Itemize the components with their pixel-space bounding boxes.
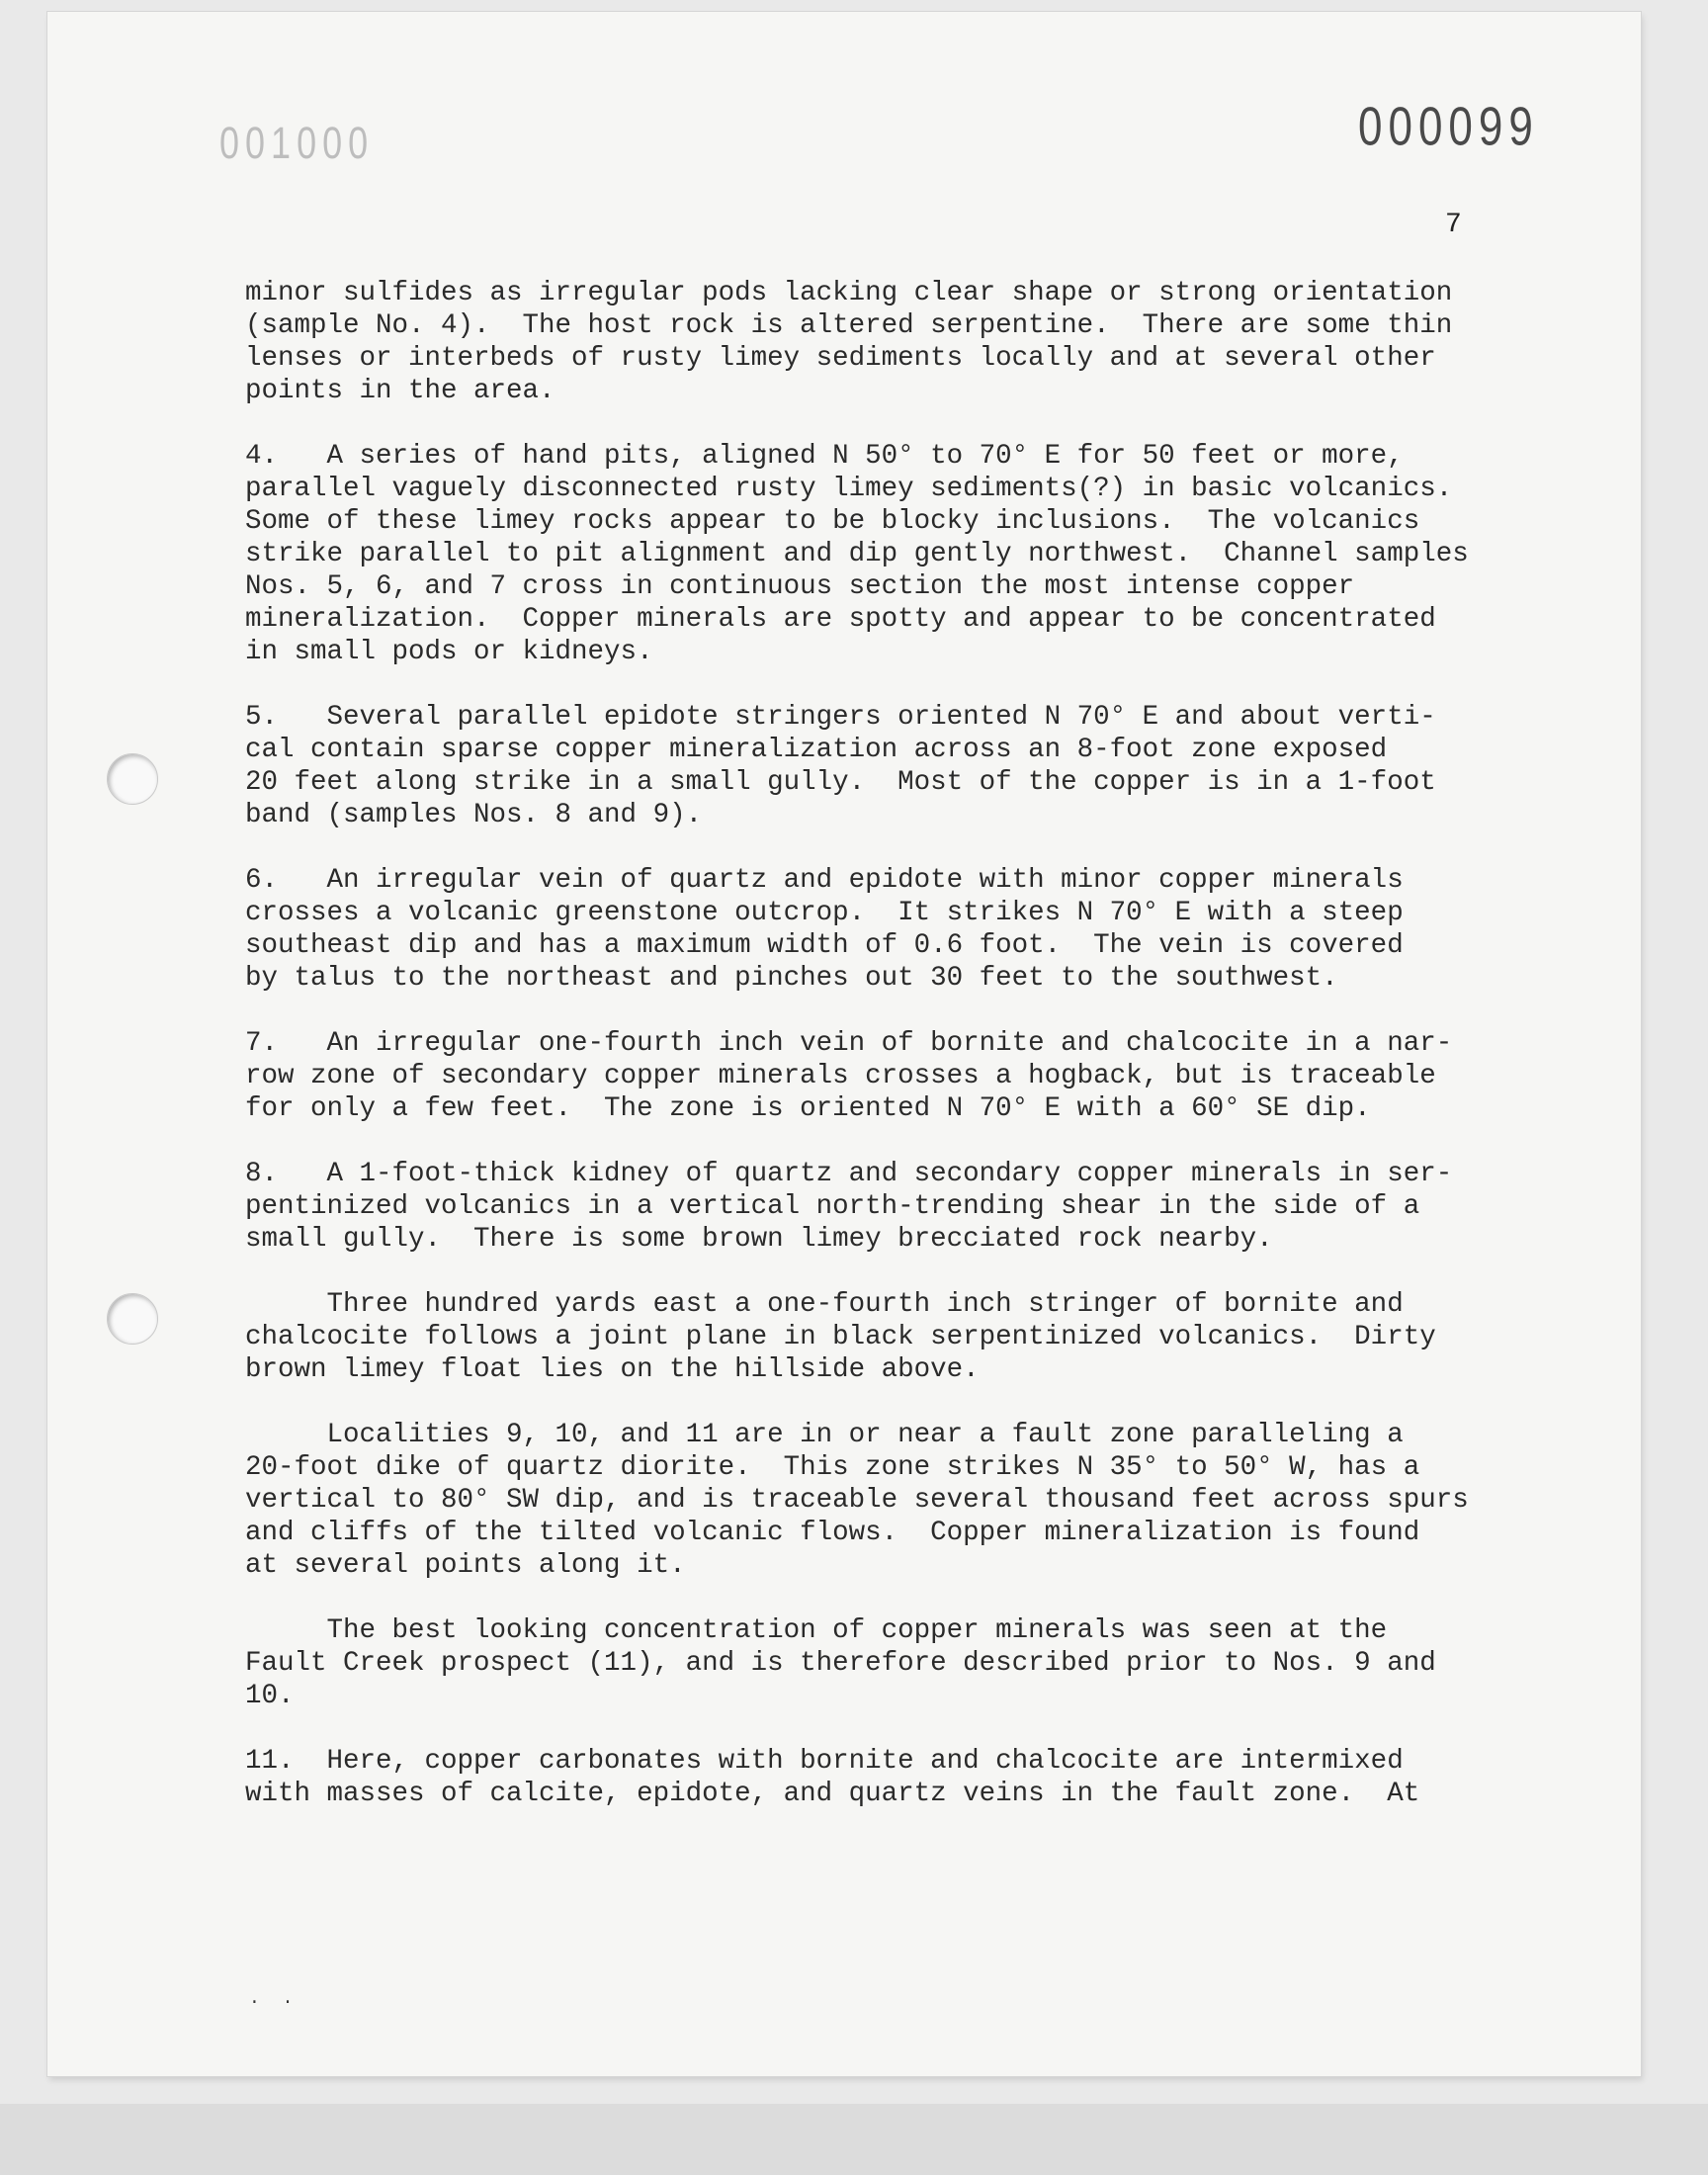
paragraph: minor sulfides as irregular pods lacking clear shape or strong orientation (sample No. 4). The host rock is altered serpentine. There are some thin lenses or interbeds of rusty limey sediments locally and at several other points in the area. [245,278,1453,406]
paragraph: 8. A 1-foot-thick kidney of quartz and secondary copper minerals in ser- pentinized volcanics in a vertical north-trending shear in the side of a small gully. There is some brown limey brecciated rock nearby. [245,1159,1453,1255]
paragraph: 6. An irregular vein of quartz and epidote with minor copper minerals crosses a volcanic greenstone outcrop. It strikes N 70° E with a steep southeast dip and has a maximum width of 0.6 foot. The vein is covered by talus to the northeast and pinches out 30 feet to the southwest. [245,865,1404,994]
punch-hole-icon [107,1293,158,1345]
scan-specks: · · [249,1993,299,2013]
paragraph: 4. A series of hand pits, aligned N 50° to 70° E for 50 feet or more, parallel vaguely disconnected rusty limey sediments(?) in basic volcanics. Some of these limey rocks appear to be blocky inclusions. The volcanics strike parallel to pit alignment and dip gently northwest. Channel samples Nos. 5, 6, and 7 cross in continuous section the most intense copper mineralization. Copper minerals are spotty and appear to be concentrated in small pods or kidneys. [245,441,1469,667]
paragraph: Localities 9, 10, and 11 are in or near a fault zone paralleling a 20-foot dike of quartz diorite. This zone strikes N 35° to 50° W, has a vertical to 80° SW dip, and is traceable several thousand feet across spurs and cliffs of the tilted volcanic flows. Copper mineralization is found at several points along it. [245,1420,1469,1581]
paragraph: Three hundred yards east a one-fourth inch stringer of bornite and chalcocite follows a joint plane in black serpentinized volcanics. Dirty brown limey float lies on the hillside above. [245,1289,1436,1385]
faded-stamp-number: 001000 [219,117,375,168]
scanner-background [0,2104,1708,2175]
body-text [245,277,1530,1843]
paragraph: The best looking concentration of copper minerals was seen at the Fault Creek prospect (11), and is therefore described prior to Nos. 9 and 10. [245,1615,1436,1711]
paragraph: 11. Here, copper carbonates with bornite and chalcocite are intermixed with masses of calcite, epidote, and quartz veins in the fault zone. At [245,1746,1420,1809]
paragraph: 7. An irregular one-fourth inch vein of bornite and chalcocite in a nar- row zone of secondary copper minerals crosses a hogback, but is traceable for only a few feet. The zone is oriented N 70° E with a 60° SE dip. [245,1028,1453,1124]
paragraph: 5. Several parallel epidote stringers oriented N 70° E and about verti- cal contain sparse copper mineralization across an 8-foot zone exposed 20 feet along strike in a small gully. Most of the copper is in a 1-foot band (samples Nos. 8 and 9). [245,702,1436,830]
page-number: 7 [1445,210,1462,240]
stamp-number: 000099 [1358,96,1539,157]
punch-hole-icon [107,753,158,805]
